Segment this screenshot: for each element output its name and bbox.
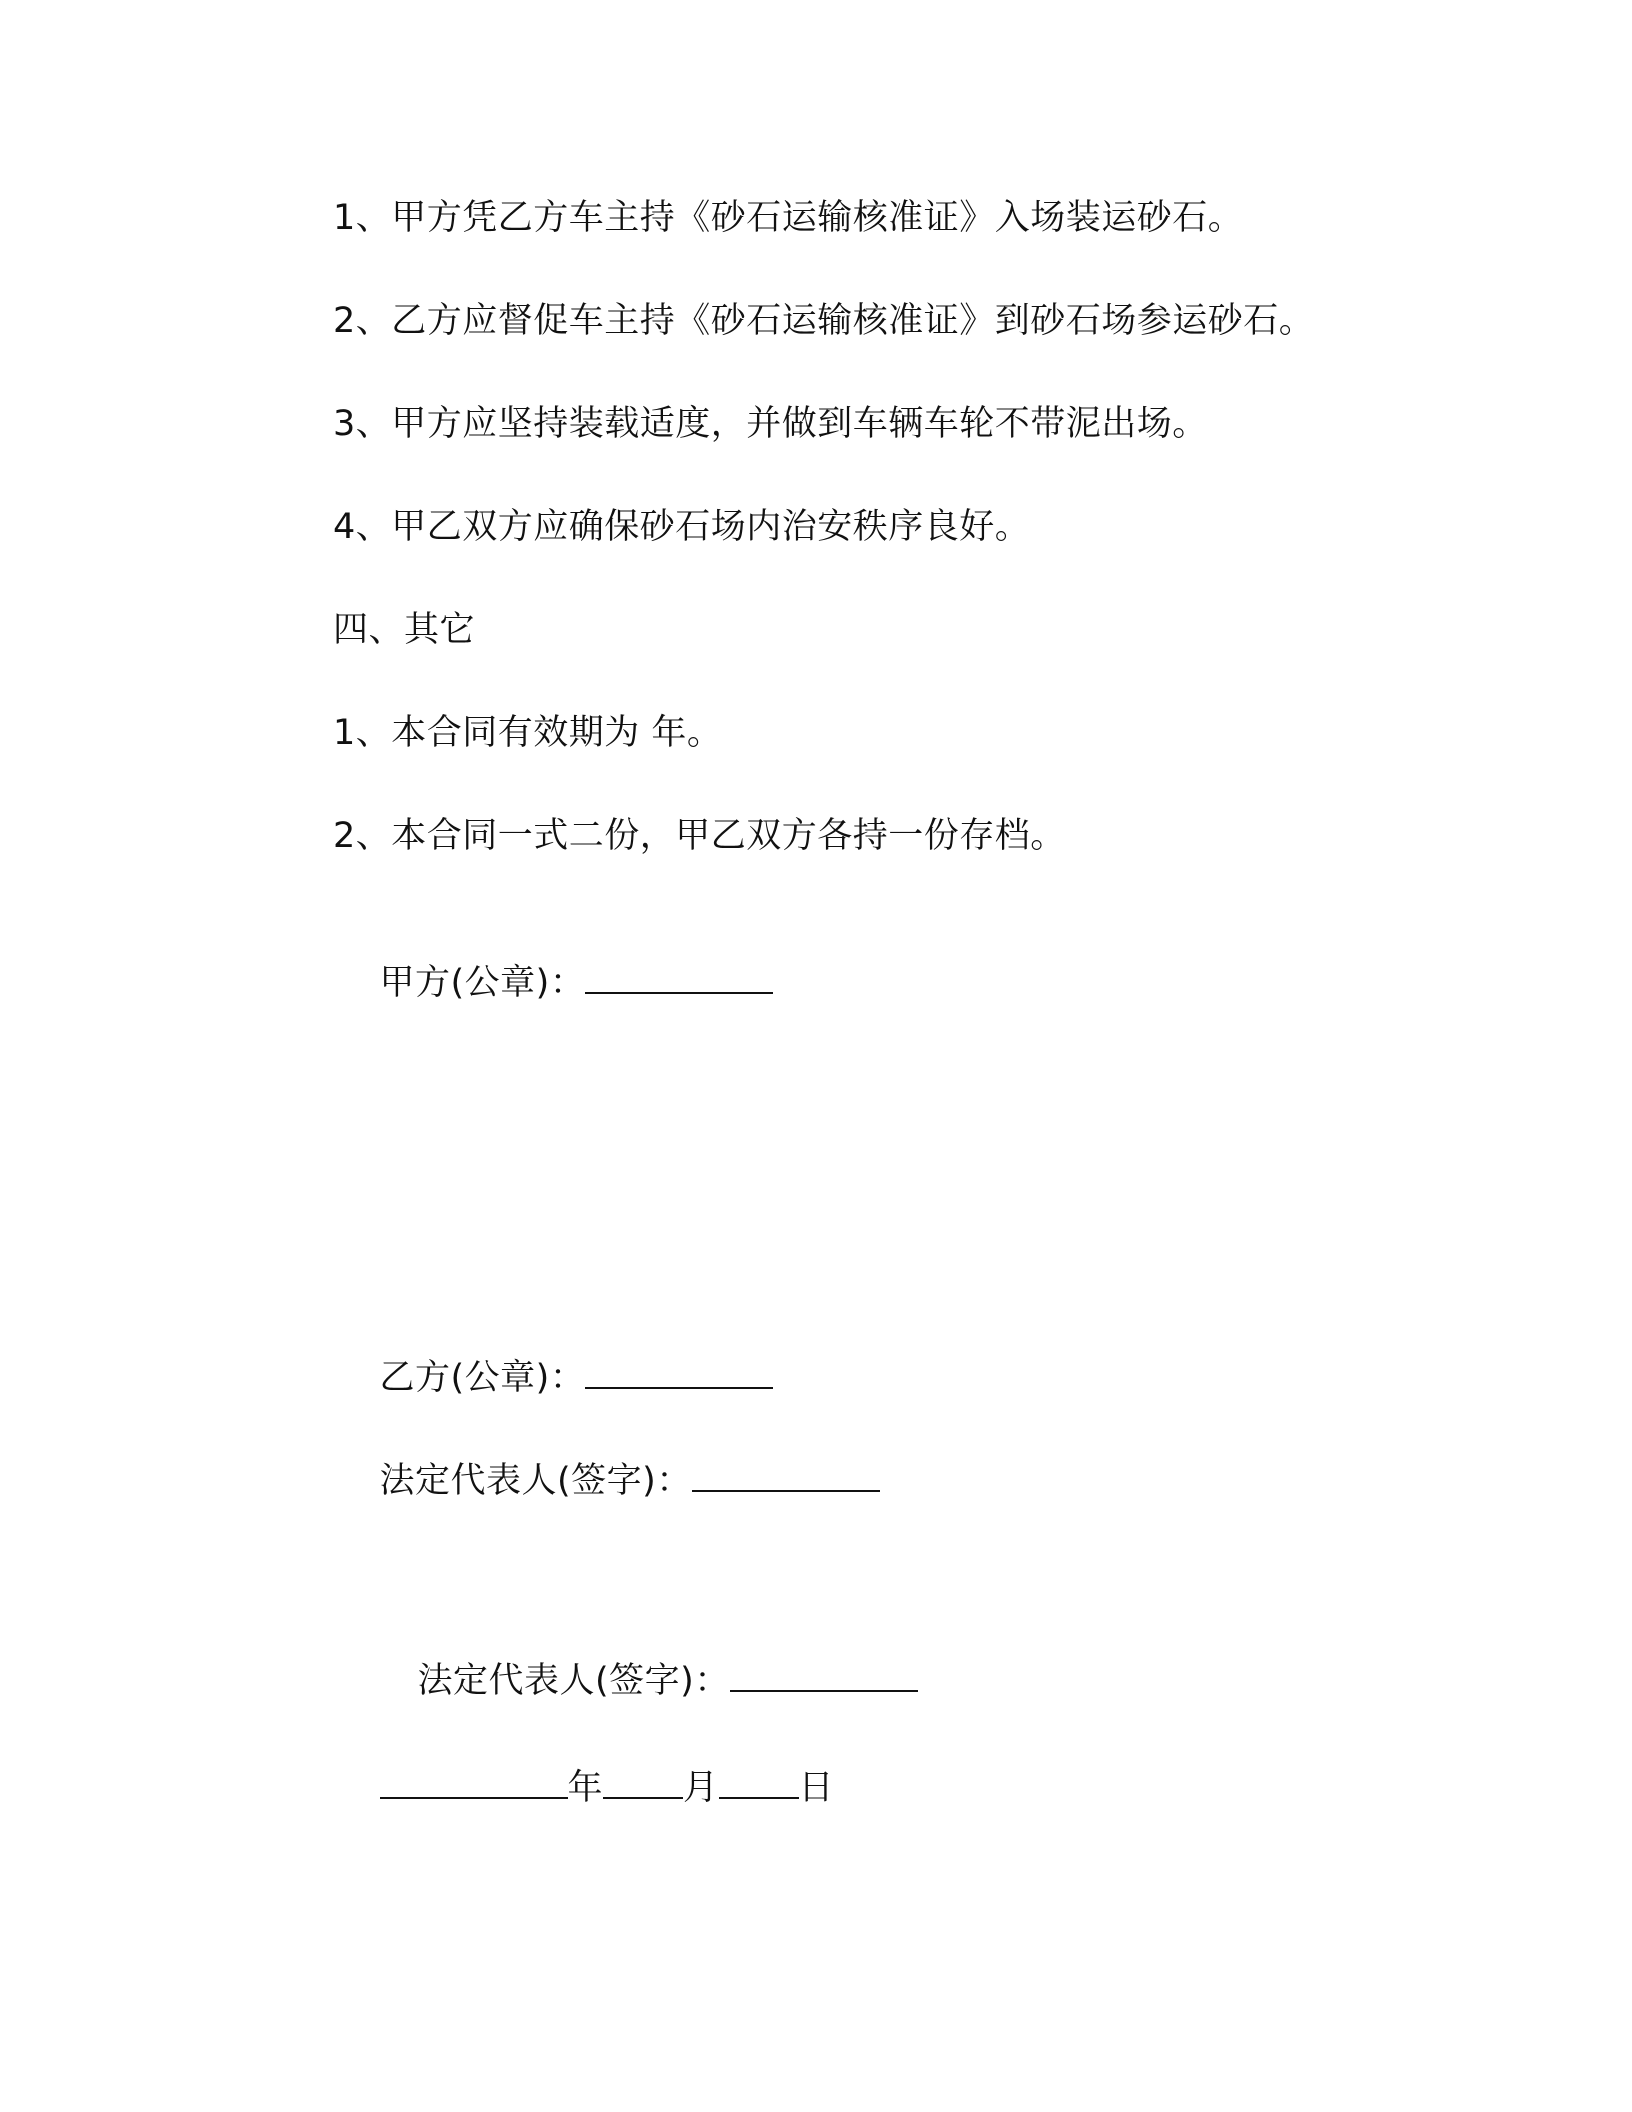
party-b-seal-blank[interactable] [585,1357,773,1389]
legal-rep-blank-1[interactable] [692,1460,880,1492]
section-4-heading: 四、其它 [333,610,476,650]
date-year-label: 年 [567,1768,604,1808]
legal-rep-label-1: 法定代表人(签字)： [379,1461,692,1501]
legal-rep-line-1 [333,1415,880,1547]
party-a-seal-blank[interactable] [585,962,773,994]
party-a-seal-line [333,917,773,1049]
clause-3-1: 1、甲方凭乙方车主持《砂石运输核准证》入场装运砂石。 [333,198,1244,238]
clause-3-2: 2、乙方应督促车主持《砂石运输核准证》到砂石场参运砂石。 [333,301,1315,341]
party-a-label: 甲方(公章)： [379,963,586,1003]
date-month-label: 月 [683,1768,719,1808]
clause-4-1: 1、本合同有效期为 年。 [333,713,723,753]
clause-3-4: 4、甲乙双方应确保砂石场内治安秩序良好。 [333,507,1031,547]
clause-3-3: 3、甲方应坚持装载适度，并做到车辆车轮不带泥出场。 [333,404,1208,444]
legal-rep-blank-2[interactable] [730,1660,918,1692]
date-line [333,1722,834,1854]
date-month-blank[interactable] [603,1767,683,1799]
date-day-blank[interactable] [719,1767,799,1799]
legal-rep-label-2: 法定代表人(签字)： [417,1661,730,1701]
date-year-blank[interactable] [380,1767,568,1799]
date-day-label: 日 [798,1768,835,1808]
clause-4-2: 2、本合同一式二份，甲乙双方各持一份存档。 [333,816,1066,856]
party-b-label: 乙方(公章)： [379,1358,586,1398]
